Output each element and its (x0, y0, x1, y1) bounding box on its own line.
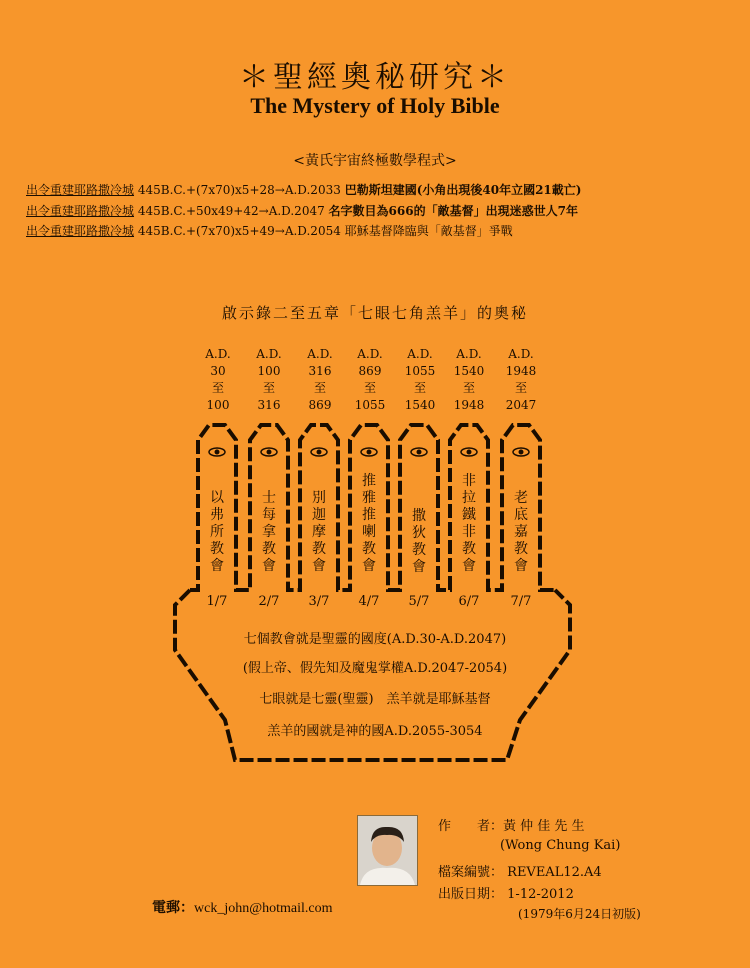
author-english-name: (Wong Chung Kai) (500, 838, 621, 853)
era-to: 2047 (505, 398, 537, 412)
fraction-label: 2/7 (258, 594, 280, 609)
author-photo (357, 815, 418, 886)
page-title: ＊聖經奧秘研究＊ (239, 60, 511, 95)
era-ad: A.D. (307, 347, 333, 361)
equation-prefix: 出令重建耶路撒冷城 (26, 204, 135, 218)
revelation-heading: 啟示錄二至五章「七眼七角羔羊」的奧秘 (221, 304, 528, 322)
fraction-label: 1/7 (206, 594, 228, 609)
note-line-3: 七眼就是七靈(聖靈) 羔羊就是耶穌基督 (259, 692, 491, 707)
era-to: 1948 (453, 398, 485, 412)
avatar-icon (358, 816, 417, 885)
fraction-label: 6/7 (458, 594, 480, 609)
equation-prefix: 出令重建耶路撒冷城 (26, 183, 135, 197)
equation-result: 名字數目為666的「敵基督」出現迷惑世人7年 (328, 204, 578, 218)
era-to: 1055 (354, 398, 386, 412)
era-from: 869 (358, 364, 382, 378)
eye-icon (411, 448, 427, 456)
equation-formula: 445B.C.+50x49+42→A.D.2047 (137, 204, 325, 218)
equation-formula: 445B.C.+(7x70)x5+49→A.D.2054 (137, 224, 341, 238)
church-name-7: 老底嘉教會 (514, 490, 528, 574)
author-label: 作 者： (438, 819, 504, 834)
equation-heading: <黃氏宇宙終極數學程式> (293, 153, 457, 169)
era-ad: A.D. (508, 347, 534, 361)
equation-result: 耶穌基督降臨與「敵基督」爭戰 (344, 224, 513, 238)
era-to-mark: 至 (363, 381, 376, 395)
date-value: 1-12-2012 (507, 887, 574, 902)
era-from: 316 (308, 364, 332, 378)
era-to-mark: 至 (313, 381, 326, 395)
era-from: 100 (257, 364, 281, 378)
era-from: 1540 (453, 364, 485, 378)
era-to-mark: 至 (413, 381, 426, 395)
era-ad: A.D. (456, 347, 482, 361)
note-line-1: 七個教會就是聖靈的國度(A.D.30-A.D.2047) (243, 632, 507, 647)
era-ad: A.D. (357, 347, 383, 361)
era-from: 1055 (404, 364, 436, 378)
church-name-4: 推雅推喇教會 (362, 473, 376, 574)
era-to-mark: 至 (462, 381, 475, 395)
eye-icon (513, 448, 529, 456)
author-row (438, 815, 585, 834)
file-value: REVEAL12.A4 (507, 865, 602, 880)
email-row (152, 897, 332, 917)
era-from: 1948 (505, 364, 537, 378)
era-from: 30 (210, 364, 226, 378)
note-line-4: 羔羊的國就是神的國A.D.2055-3054 (267, 724, 483, 739)
era-to-mark: 至 (514, 381, 527, 395)
eye-icons (209, 448, 529, 456)
file-label: 檔案編號： (438, 865, 504, 880)
equation-formula: 445B.C.+(7x70)x5+28→A.D.2033 (137, 183, 341, 197)
date-row (438, 883, 574, 902)
church-name-3: 別迦摩教會 (312, 490, 326, 574)
church-name-2: 士每拿教會 (262, 490, 276, 574)
author-name: 黃 仲 佳 先 生 (503, 819, 585, 834)
fraction-label: 7/7 (510, 594, 532, 609)
era-ad: A.D. (256, 347, 282, 361)
equation-prefix: 出令重建耶路撒冷城 (26, 224, 135, 238)
first-edition-note: (1979年6月24日初版) (518, 907, 641, 921)
file-row (438, 861, 602, 880)
era-to-mark: 至 (211, 381, 224, 395)
eye-icon (361, 448, 377, 456)
eye-icon (261, 448, 277, 456)
email-label: 電郵： (152, 900, 194, 916)
church-name-6: 非拉鐵非教會 (462, 473, 476, 574)
era-ad: A.D. (205, 347, 231, 361)
era-to: 1540 (404, 398, 436, 412)
eye-icon (311, 448, 327, 456)
note-line-2: (假上帝、假先知及魔鬼掌權A.D.2047-2054) (242, 661, 508, 676)
eye-icon (209, 448, 225, 456)
date-label: 出版日期： (438, 887, 504, 902)
church-name-1: 以弗所教會 (210, 490, 224, 574)
fraction-label: 4/7 (358, 594, 380, 609)
fraction-label: 5/7 (408, 594, 430, 609)
era-to: 100 (206, 398, 230, 412)
eye-icon (461, 448, 477, 456)
era-ad: A.D. (407, 347, 433, 361)
era-to: 869 (308, 398, 332, 412)
page-subtitle: The Mystery of Holy Bible (250, 93, 500, 118)
church-name-5: 撒狄教會 (412, 508, 426, 575)
era-to-mark: 至 (262, 381, 275, 395)
equation-result: 巴勒斯坦建國(小角出現後40年立國21載亡) (344, 183, 582, 197)
fraction-label: 3/7 (308, 594, 330, 609)
email-link[interactable]: wck_john@hotmail.com (194, 901, 333, 916)
era-to: 316 (257, 398, 281, 412)
